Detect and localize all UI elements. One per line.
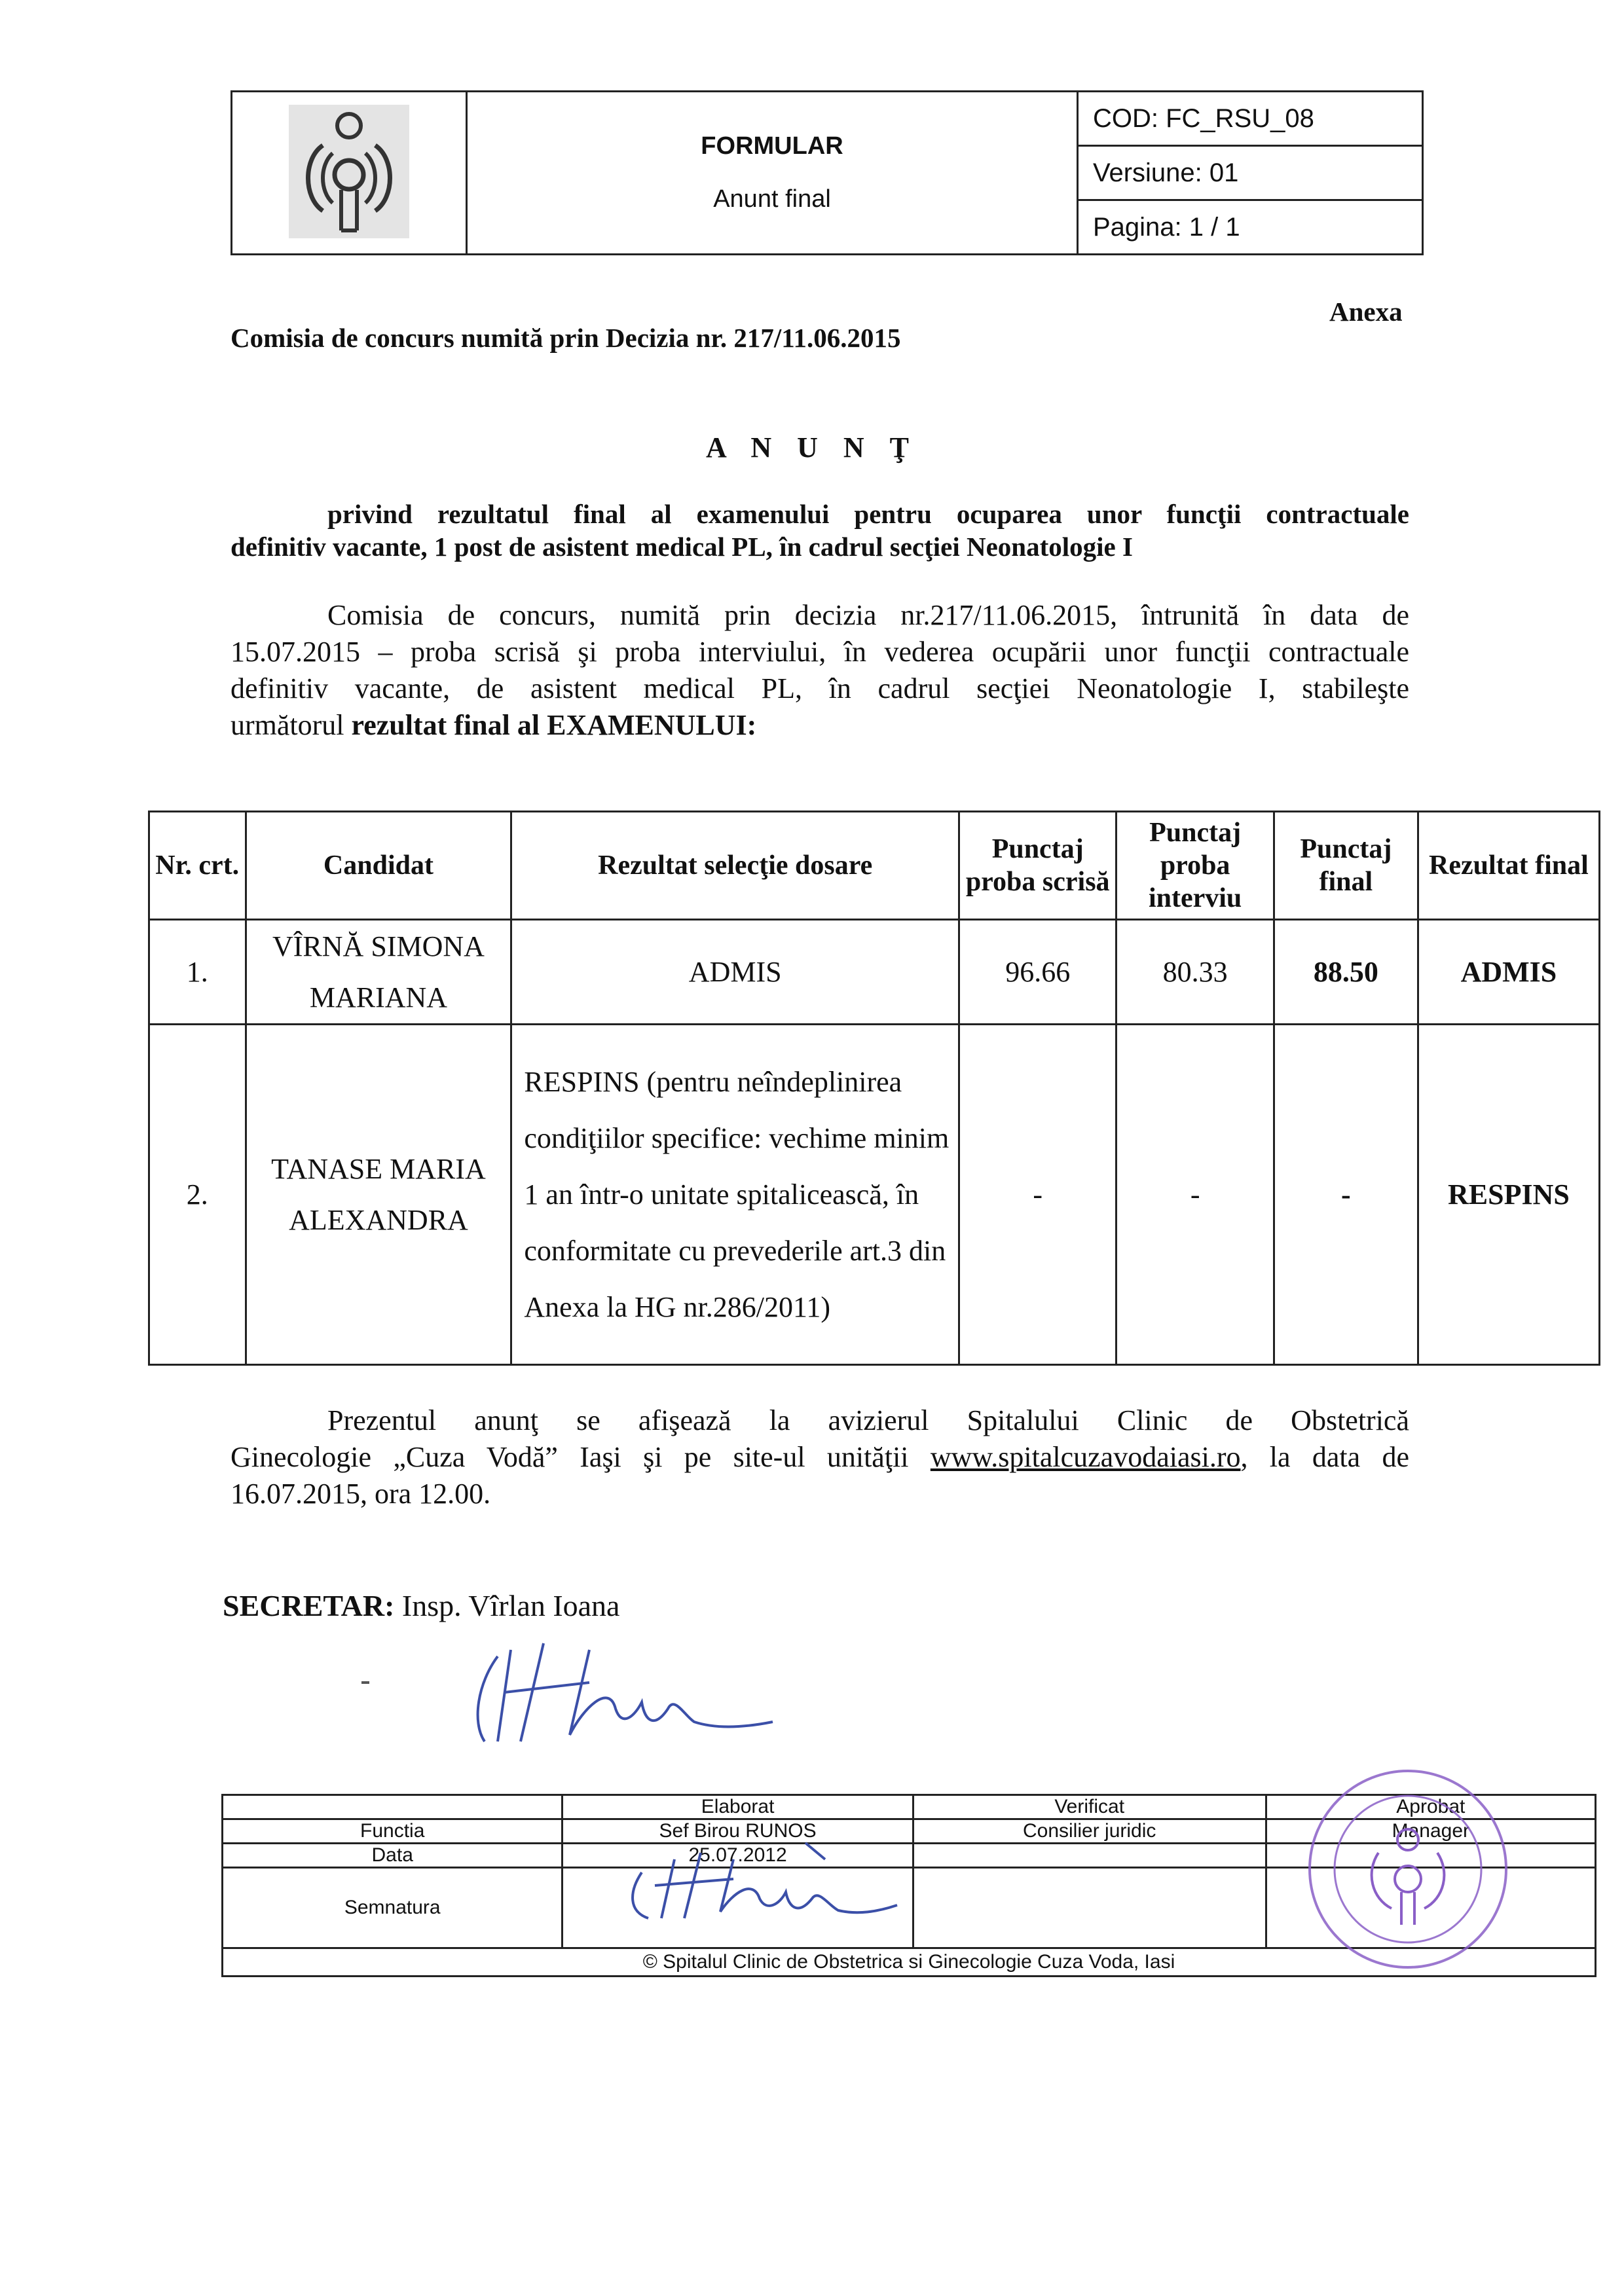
row1-final: 88.50 xyxy=(1274,920,1418,1025)
functia-verificat: Consilier juridic xyxy=(913,1819,1266,1844)
row1-candidat: VÎRNĂ SIMONA MARIANA xyxy=(246,920,511,1025)
body-line-4-prefix: următorul xyxy=(231,709,352,741)
row2-scrisa: - xyxy=(959,1025,1116,1365)
header-selectie: Rezultat selecţie dosare xyxy=(511,812,959,920)
form-page: Pagina: 1 / 1 xyxy=(1078,200,1423,255)
row-functia: Functia xyxy=(223,1819,563,1844)
annex-label: Anexa xyxy=(1329,297,1403,327)
body-line-4 xyxy=(231,707,1409,744)
ink-dot xyxy=(361,1681,369,1684)
hospital-stamp-icon xyxy=(1300,1761,1516,1977)
elaborat-signature-icon xyxy=(622,1833,910,1925)
row2-selectie: RESPINS (pentru neîndeplinirea condiţiilor specifice: vechime minim 1 an într-o unitate spitalicească, în conformitate cu prevederile art.3 din Anexa la HG nr.286/2011) xyxy=(511,1025,959,1365)
notice-line-2 xyxy=(231,1439,1409,1476)
subtitle-line-1: privind rezultatul final al examenului pentru ocuparea unor funcţii contractuale xyxy=(327,499,1409,529)
body-line-3: definitiv vacante, de asistent medical PL, în cadrul secţiei Neonatologie I, stabileşte xyxy=(231,672,1409,704)
col-aprobat: Aprobat xyxy=(1266,1795,1595,1819)
notice-line-2-suffix: , la data de xyxy=(1240,1441,1409,1473)
copyright-line: © Spitalul Clinic de Obstetrica si Ginecologie Cuza Voda, Iasi xyxy=(223,1948,1596,1977)
row2-rezultat: RESPINS xyxy=(1418,1025,1599,1365)
secretary-signature-icon xyxy=(458,1630,812,1748)
announcement-body xyxy=(231,597,1409,744)
page-title: A N U N Ţ xyxy=(705,431,919,464)
data-elaborat: 25.07.2012 xyxy=(563,1844,913,1868)
secretary-label: SECRETAR: xyxy=(223,1589,395,1622)
row2-final: - xyxy=(1274,1025,1418,1365)
functia-elaborat: Sef Birou RUNOS xyxy=(563,1819,913,1844)
form-version: Versiune: 01 xyxy=(1078,146,1423,200)
row-data: Data xyxy=(223,1844,563,1868)
row2-interviu: - xyxy=(1116,1025,1274,1365)
semnatura-verificat xyxy=(913,1868,1266,1948)
secretary-line xyxy=(223,1588,619,1623)
notice-line-1: Prezentul anunţ se afişează la avizierul Spitalului Clinic de Obstetrică xyxy=(327,1404,1409,1436)
document-header xyxy=(231,90,1424,255)
notice-line-2-prefix: Ginecologie „Cuza Vodă” Iaşi şi pe site-ul unităţii xyxy=(231,1441,931,1473)
header-candidat: Candidat xyxy=(246,812,511,920)
header-scrisa: Punctaj proba scrisă xyxy=(959,812,1116,920)
notice-line-3: 16.07.2015, ora 12.00. xyxy=(231,1478,491,1510)
body-line-4-bold: rezultat final al EXAMENULUI: xyxy=(351,709,757,741)
site-link[interactable]: www.spitalcuzavodaiasi.ro xyxy=(930,1441,1241,1473)
hospital-logo-icon xyxy=(284,100,415,244)
col-verificat: Verificat xyxy=(913,1795,1266,1819)
secretary-name: Insp. Vîrlan Ioana xyxy=(401,1589,620,1622)
header-nr: Nr. crt. xyxy=(149,812,246,920)
row2-candidat: TANASE MARIA ALEXANDRA xyxy=(246,1025,511,1365)
row2-nr: 2. xyxy=(149,1025,246,1365)
subtitle-line-2: definitiv vacante, 1 post de asistent medical PL, în cadrul secţiei Neonatologie I xyxy=(231,532,1133,562)
form-name: Anunt final xyxy=(713,185,831,213)
form-type: FORMULAR xyxy=(701,132,843,160)
commission-line: Comisia de concurs numită prin Decizia nr. 217/11.06.2015 xyxy=(231,323,901,353)
row1-interviu: 80.33 xyxy=(1116,920,1274,1025)
row1-scrisa: 96.66 xyxy=(959,920,1116,1025)
header-rezultat: Rezultat final xyxy=(1418,812,1599,920)
approval-empty-cell xyxy=(223,1795,563,1819)
functia-aprobat: Manager xyxy=(1266,1819,1595,1844)
posting-notice xyxy=(231,1402,1409,1512)
header-interviu: Punctaj proba interviu xyxy=(1116,812,1274,920)
body-line-2: 15.07.2015 – proba scrisă şi proba interviului, în vederea ocupării unor funcţii contractuale xyxy=(231,636,1409,668)
row-semnatura: Semnatura xyxy=(223,1868,563,1948)
data-verificat xyxy=(913,1844,1266,1868)
table-row xyxy=(149,920,1600,1025)
row1-selectie: ADMIS xyxy=(511,920,959,1025)
announcement-subtitle xyxy=(231,498,1409,563)
results-header-row xyxy=(149,812,1600,920)
form-title-cell xyxy=(467,92,1078,255)
body-line-1: Comisia de concurs, numită prin decizia nr.217/11.06.2015, întrunită în data de xyxy=(327,599,1409,631)
row1-nr: 1. xyxy=(149,920,246,1025)
col-elaborat: Elaborat xyxy=(563,1795,913,1819)
table-row xyxy=(149,1025,1600,1365)
results-table xyxy=(148,811,1600,1366)
header-final: Punctaj final xyxy=(1274,812,1418,920)
logo-cell xyxy=(232,92,467,255)
form-code: COD: FC_RSU_08 xyxy=(1078,92,1423,146)
row1-rezultat: ADMIS xyxy=(1418,920,1599,1025)
